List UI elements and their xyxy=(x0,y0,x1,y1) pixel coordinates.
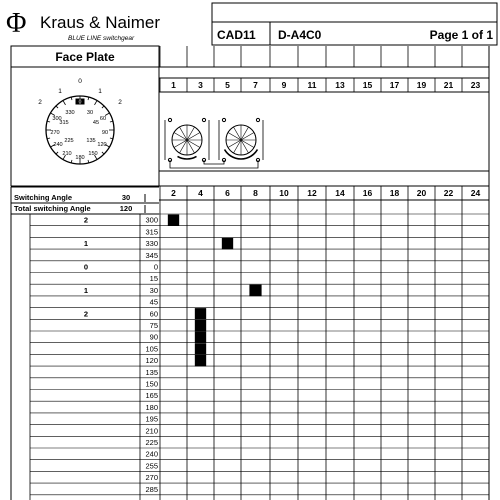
contact-closed-marker xyxy=(249,285,261,297)
total-switching-angle-value: 120 xyxy=(119,204,133,213)
terminal-number-bottom: 20 xyxy=(416,188,427,198)
terminal-number-top: 5 xyxy=(225,80,230,90)
cam-link xyxy=(204,160,224,164)
dial-pointer-label: 0 xyxy=(78,99,82,106)
face-plate-title: Face Plate xyxy=(55,50,115,64)
dial-angle-label: 45 xyxy=(92,120,100,126)
terminal-number-top: 3 xyxy=(198,80,203,90)
brand-tagline: BLUE LINE switchgear xyxy=(68,35,135,42)
dial-position-label: 1 xyxy=(98,88,102,95)
switching-angle-value: 30 xyxy=(121,193,131,202)
row-angle: 270 xyxy=(145,473,158,483)
dial-angle-label: 60 xyxy=(99,116,107,122)
terminal-header xyxy=(159,46,489,500)
terminal-number-bottom: 6 xyxy=(225,188,230,198)
switching-angle-label: Switching Angle xyxy=(14,193,73,202)
terminal-number-top: 9 xyxy=(281,80,287,90)
row-angle: 90 xyxy=(149,332,158,342)
row-angle: 315 xyxy=(145,227,158,237)
row-angle: 45 xyxy=(149,297,158,307)
header-page: Page 1 of 1 xyxy=(429,28,493,42)
rotary-dial xyxy=(38,78,122,164)
dial-tick xyxy=(56,152,58,154)
cam-terminal xyxy=(168,118,171,121)
terminal-number-bottom: 12 xyxy=(307,188,317,198)
cam-arc xyxy=(178,156,197,159)
dial-angle-label: 330 xyxy=(65,110,75,116)
terminal-number-bottom: 10 xyxy=(279,188,289,198)
row-angle: 105 xyxy=(145,344,158,354)
contact-closed-marker xyxy=(195,320,206,332)
row-angle: 345 xyxy=(145,250,158,260)
cam-symbol xyxy=(219,118,263,161)
cam-symbol xyxy=(165,118,209,161)
row-angle: 195 xyxy=(145,414,158,424)
header-part-number: CAD11 xyxy=(217,28,256,42)
terminal-number-bottom: 16 xyxy=(362,188,373,198)
terminal-number-top: 21 xyxy=(443,80,454,90)
row-angle: 120 xyxy=(145,356,158,366)
cam-terminal xyxy=(256,118,259,121)
row-angle: 255 xyxy=(145,461,158,471)
row-angle: 210 xyxy=(145,426,158,436)
row-position: 0 xyxy=(83,262,89,272)
dial-tick xyxy=(63,101,66,105)
row-angle: 300 xyxy=(145,215,158,225)
contact-closed-marker xyxy=(222,238,233,250)
terminal-number-top: 19 xyxy=(416,80,427,90)
dial-tick xyxy=(56,106,58,108)
row-position: 1 xyxy=(83,239,89,249)
terminal-number-bottom: 2 xyxy=(171,188,176,198)
dial-angle-label: 90 xyxy=(101,130,109,136)
terminal-number-top: 11 xyxy=(307,80,317,90)
dial-tick xyxy=(95,101,98,105)
row-angle: 135 xyxy=(145,367,158,377)
contact-closed-marker xyxy=(195,308,206,320)
row-angle: 0 xyxy=(153,262,158,272)
terminal-number-bottom: 18 xyxy=(389,188,400,198)
row-angle: 165 xyxy=(145,391,158,401)
dial-angle-label: 315 xyxy=(59,120,69,126)
contact-closed-marker xyxy=(195,355,206,367)
dial-angle-label: 180 xyxy=(75,155,85,161)
dial-angle-label: 225 xyxy=(64,138,74,144)
switching-table xyxy=(30,186,489,500)
row-position: 2 xyxy=(83,215,89,225)
row-position: 2 xyxy=(83,309,89,319)
terminal-number-top: 17 xyxy=(389,80,400,90)
row-angle: 15 xyxy=(149,274,158,284)
contact-closed-marker xyxy=(195,332,206,344)
dial-tick xyxy=(102,106,104,108)
cam-symbols xyxy=(165,118,263,168)
row-angle: 30 xyxy=(149,285,158,295)
terminal-number-bottom: 22 xyxy=(443,188,454,198)
dial-position-label: 0 xyxy=(78,78,82,85)
terminal-number-top: 1 xyxy=(171,80,176,90)
row-angle: 75 xyxy=(149,321,158,330)
row-position: 1 xyxy=(83,285,89,295)
terminal-number-bottom: 4 xyxy=(198,188,203,198)
dial-position-label: 2 xyxy=(118,99,122,106)
brand-name: Kraus & Naimer xyxy=(40,13,160,32)
terminal-number-top: 7 xyxy=(253,80,258,90)
terminal-number-top: 15 xyxy=(362,80,373,90)
switching-angle-boxes xyxy=(11,187,159,500)
row-angle: 60 xyxy=(149,309,158,319)
dial-angle-label: 300 xyxy=(52,116,62,122)
terminal-number-top: 23 xyxy=(470,80,481,90)
row-angle: 330 xyxy=(145,239,158,249)
dial-angle-label: 30 xyxy=(86,110,94,116)
row-angle: 180 xyxy=(145,402,158,412)
terminal-number-bottom: 8 xyxy=(253,188,258,198)
row-angle: 285 xyxy=(145,484,158,494)
row-angle: 240 xyxy=(145,449,158,459)
contact-closed-marker xyxy=(168,215,179,227)
dial-tick xyxy=(102,152,104,154)
terminal-number-bottom: 14 xyxy=(335,188,345,198)
contact-closed-marker xyxy=(195,343,206,355)
header-code: D-A4C0 xyxy=(278,28,322,42)
dial-angle-label: 270 xyxy=(50,130,60,136)
brand-logo-symbol: Φ xyxy=(6,8,27,39)
cam-terminal xyxy=(222,118,225,121)
dial-position-label: 1 xyxy=(58,88,62,95)
row-angle: 150 xyxy=(145,379,158,389)
dial-angle-label: 150 xyxy=(88,151,98,157)
dial-position-label: 2 xyxy=(38,99,42,106)
terminal-number-bottom: 24 xyxy=(470,188,481,198)
dial-angle-label: 240 xyxy=(53,142,63,148)
row-angle: 225 xyxy=(145,438,158,447)
dial-angle-label: 210 xyxy=(62,151,72,157)
dial-angle-label: 135 xyxy=(86,138,96,144)
cam-terminal xyxy=(202,118,205,121)
terminal-number-top: 13 xyxy=(335,80,345,90)
total-switching-angle-label: Total switching Angle xyxy=(14,204,91,213)
dial-angle-label: 120 xyxy=(97,142,107,148)
